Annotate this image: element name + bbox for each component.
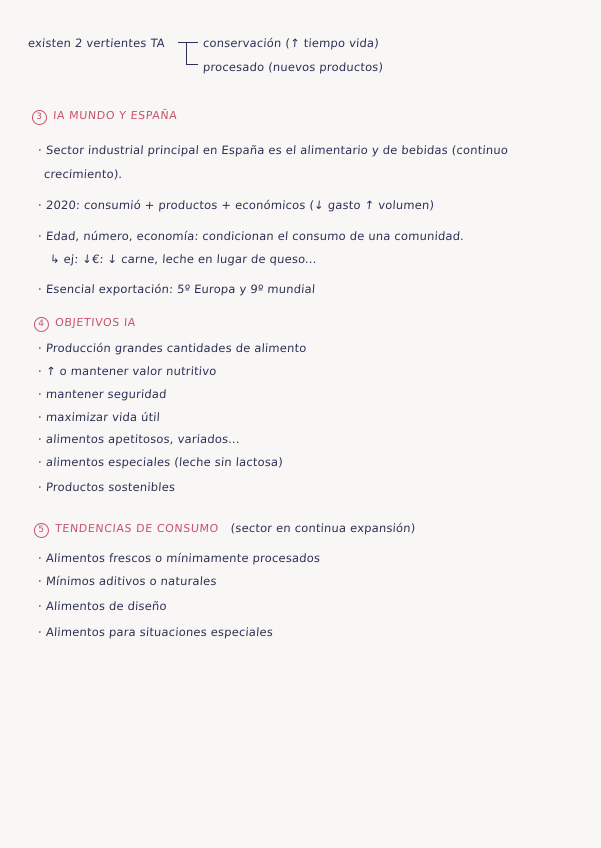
section4-item-text: Producción grandes cantidades de alimento — [45, 341, 308, 355]
bracket-bottom — [186, 64, 198, 65]
intro-branch-conservacion: conservación (↑ tiempo vida) — [202, 36, 380, 50]
section4-title: OBJETIVOS IA — [54, 316, 137, 329]
section5-item-text: Alimentos para situaciones especiales — [45, 625, 274, 639]
section5-heading — [33, 521, 416, 538]
section4-item-text: ↑ o mantener valor nutritivo — [45, 364, 217, 378]
section5-item: · Alimentos de diseño — [37, 599, 168, 613]
section5-item-text: Alimentos frescos o mínimamente procesados — [45, 551, 321, 565]
section3-item-text: 2020: consumió + productos + económicos (↓ gasto ↑ volumen) — [45, 198, 435, 212]
section5-title: TENDENCIAS DE CONSUMO — [54, 522, 220, 535]
section3-item: · 2020: consumió + productos + económicos (↓ gasto ↑ volumen) — [37, 198, 435, 212]
section3-item: · Edad, número, economía: condicionan el consumo de una comunidad. — [37, 229, 465, 243]
intro-branch-procesado: procesado (nuevos productos) — [202, 60, 384, 74]
section5-title-suffix: (sector en continua expansión) — [230, 521, 416, 535]
section4-item: · maximizar vida útil — [37, 410, 161, 424]
section3-item-text: Edad, número, economía: condicionan el consumo de una comunidad. — [45, 229, 465, 243]
section3-number: 3 — [32, 110, 47, 125]
section5-item: · Alimentos para situaciones especiales — [37, 625, 274, 639]
section4-item-text: alimentos especiales (leche sin lactosa) — [45, 455, 284, 469]
section5-number: 5 — [34, 523, 49, 538]
section4-item: · ↑ o mantener valor nutritivo — [37, 364, 217, 378]
section3-item: · Esencial exportación: 5º Europa y 9º mundial — [37, 282, 316, 296]
section4-number: 4 — [34, 317, 49, 332]
section3-item-text: Sector industrial principal en España es el alimentario y de bebidas (continuo — [45, 143, 509, 157]
section3-item: · Sector industrial principal en España es el alimentario y de bebidas (continuo — [37, 143, 509, 157]
section4-item: · Productos sostenibles — [37, 480, 176, 494]
intro-text: existen 2 vertientes TA — [27, 36, 166, 50]
section5-item-text: Mínimos aditivos o naturales — [45, 574, 218, 588]
section3-example: ↳ ej: ↓€: ↓ carne, leche en lugar de queso... — [49, 252, 318, 266]
section3-title: IA MUNDO Y ESPAÑA — [52, 109, 178, 122]
section3-heading — [31, 109, 177, 125]
section4-item: · alimentos especiales (leche sin lactosa) — [37, 455, 284, 469]
section5-item: · Mínimos aditivos o naturales — [37, 574, 218, 588]
section4-item-text: mantener seguridad — [45, 387, 168, 401]
section4-item: · mantener seguridad — [37, 387, 168, 401]
section4-heading — [33, 316, 136, 332]
section4-item: · Producción grandes cantidades de alimento — [37, 341, 308, 355]
section3-item-text: Esencial exportación: 5º Europa y 9º mundial — [45, 282, 316, 296]
bracket-vertical — [186, 42, 187, 64]
section5-item: · Alimentos frescos o mínimamente procesados — [37, 551, 321, 565]
bracket-top — [178, 42, 198, 43]
section4-item: · alimentos apetitosos, variados... — [37, 432, 241, 446]
section5-item-text: Alimentos de diseño — [45, 599, 168, 613]
section4-item-text: maximizar vida útil — [45, 410, 161, 424]
section4-item-text: alimentos apetitosos, variados... — [45, 432, 241, 446]
section4-item-text: Productos sostenibles — [45, 480, 176, 494]
section3-item-cont: crecimiento). — [43, 167, 123, 181]
